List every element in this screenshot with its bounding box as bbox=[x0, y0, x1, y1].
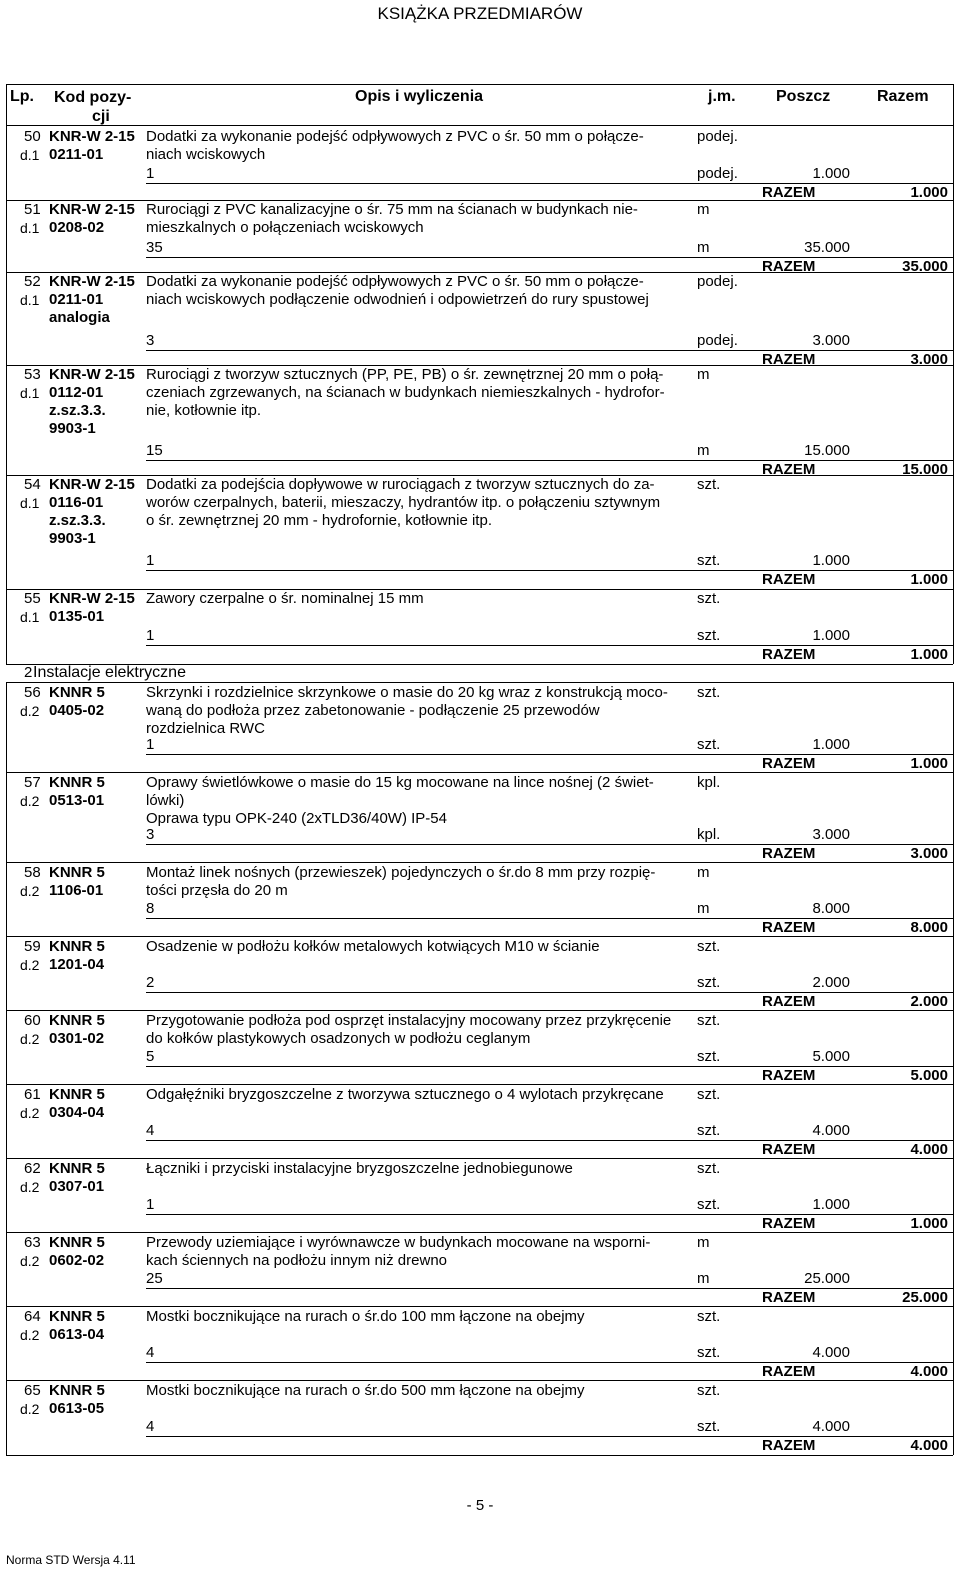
table-rule bbox=[6, 682, 953, 683]
column-header-jm: j.m. bbox=[708, 88, 736, 105]
item-code: 0513-01 bbox=[49, 792, 105, 809]
calc-quantity: 8 bbox=[146, 900, 155, 917]
item-unit: szt. bbox=[697, 1382, 721, 1399]
calc-poszcz: 3.000 bbox=[812, 332, 850, 349]
section-number: 2 bbox=[24, 664, 33, 681]
item-unit: podej. bbox=[697, 273, 738, 290]
item-code: 0208-02 bbox=[49, 219, 105, 236]
razem-value: 5.000 bbox=[910, 1067, 948, 1084]
item-description: Odgałęźniki bryzgoszczelne z tworzywa sztucznego o 4 wylotach przykręcane bbox=[146, 1086, 664, 1103]
item-lp: 61 bbox=[24, 1086, 41, 1103]
calc-unit: podej. bbox=[697, 165, 738, 182]
table-rule bbox=[146, 183, 953, 184]
table-rule bbox=[6, 1010, 953, 1011]
item-unit: szt. bbox=[697, 1160, 721, 1177]
item-unit: m bbox=[697, 864, 710, 881]
item-subsection: d.2 bbox=[20, 1105, 40, 1121]
item-description: lówki) bbox=[146, 792, 185, 809]
item-description: Mostki bocznikujące na rurach o śr.do 100 mm łączone na obejmy bbox=[146, 1308, 585, 1325]
item-lp: 57 bbox=[24, 774, 41, 791]
item-description: Rurociągi z tworzyw sztucznych (PP, PE, PB) o śr. zewnętrznej 20 mm o połą- bbox=[146, 366, 664, 383]
item-description: rozdzielnica RWC bbox=[146, 720, 265, 737]
razem-label: RAZEM bbox=[762, 993, 816, 1010]
item-unit: szt. bbox=[697, 476, 721, 493]
razem-label: RAZEM bbox=[762, 845, 816, 862]
table-rule bbox=[146, 645, 953, 646]
razem-value: 25.000 bbox=[902, 1289, 948, 1306]
calc-unit: szt. bbox=[697, 1122, 721, 1139]
item-lp: 51 bbox=[24, 201, 41, 218]
item-description: Osadzenie w podłożu kołków metalowych kotwiących M10 w ścianie bbox=[146, 938, 600, 955]
table-column-rule bbox=[6, 682, 7, 1455]
calc-quantity: 1 bbox=[146, 736, 155, 753]
table-rule bbox=[146, 1066, 953, 1067]
calc-poszcz: 4.000 bbox=[812, 1122, 850, 1139]
item-subsection: d.2 bbox=[20, 703, 40, 719]
calc-unit: szt. bbox=[697, 552, 721, 569]
calc-unit: m bbox=[697, 239, 710, 256]
item-description: Rurociągi z PVC kanalizacyjne o śr. 75 mm na ścianach w budynkach nie- bbox=[146, 201, 638, 218]
razem-value: 35.000 bbox=[902, 258, 948, 275]
calc-quantity: 5 bbox=[146, 1048, 155, 1065]
item-lp: 53 bbox=[24, 366, 41, 383]
calc-poszcz: 1.000 bbox=[812, 552, 850, 569]
item-code: z.sz.3.3. bbox=[49, 512, 106, 529]
razem-label: RAZEM bbox=[762, 258, 816, 275]
item-code: KNNR 5 bbox=[49, 864, 105, 881]
item-code: KNNR 5 bbox=[49, 1012, 105, 1029]
calc-quantity: 4 bbox=[146, 1344, 155, 1361]
item-lp: 59 bbox=[24, 938, 41, 955]
item-lp: 63 bbox=[24, 1234, 41, 1251]
calc-poszcz: 1.000 bbox=[812, 1196, 850, 1213]
calc-quantity: 35 bbox=[146, 239, 163, 256]
table-rule bbox=[6, 475, 953, 476]
table-rule bbox=[146, 992, 953, 993]
calc-unit: szt. bbox=[697, 1344, 721, 1361]
item-subsection: d.1 bbox=[20, 220, 40, 236]
item-description: niach wciskowych bbox=[146, 146, 266, 163]
item-code: KNNR 5 bbox=[49, 1160, 105, 1177]
item-unit: kpl. bbox=[697, 774, 721, 791]
item-code: 0116-01 bbox=[49, 494, 104, 511]
razem-label: RAZEM bbox=[762, 184, 816, 201]
razem-value: 4.000 bbox=[910, 1141, 948, 1158]
item-description: mieszkalnych o połączeniach wciskowych bbox=[146, 219, 424, 236]
column-header-poszcz: Poszcz bbox=[776, 88, 831, 105]
razem-label: RAZEM bbox=[762, 1215, 816, 1232]
item-subsection: d.1 bbox=[20, 147, 40, 163]
item-unit: szt. bbox=[697, 684, 721, 701]
item-description: Dodatki za wykonanie podejść odpływowych z PVC o śr. 50 mm o połącze- bbox=[146, 128, 644, 145]
calc-unit: m bbox=[697, 442, 710, 459]
item-code: 0211-01 bbox=[49, 146, 104, 163]
item-code: KNNR 5 bbox=[49, 684, 105, 701]
item-code: 0135-01 bbox=[49, 608, 105, 625]
calc-poszcz: 25.000 bbox=[804, 1270, 850, 1287]
razem-label: RAZEM bbox=[762, 351, 816, 368]
table-column-rule bbox=[953, 125, 954, 664]
razem-value: 4.000 bbox=[910, 1437, 948, 1454]
item-code: KNNR 5 bbox=[49, 1086, 105, 1103]
calc-quantity: 1 bbox=[146, 552, 155, 569]
item-subsection: d.2 bbox=[20, 793, 40, 809]
calc-quantity: 15 bbox=[146, 442, 163, 459]
table-rule bbox=[6, 272, 953, 273]
calc-poszcz: 3.000 bbox=[812, 826, 850, 843]
item-description: Zawory czerpalne o śr. nominalnej 15 mm bbox=[146, 590, 424, 607]
table-rule bbox=[6, 1158, 953, 1159]
item-description: Dodatki za wykonanie podejść odpływowych z PVC o śr. 50 mm o połącze- bbox=[146, 273, 644, 290]
table-column-rule bbox=[6, 125, 7, 664]
item-subsection: d.1 bbox=[20, 385, 40, 401]
item-description: Łączniki i przyciski instalacyjne bryzgoszczelne jednobiegunowe bbox=[146, 1160, 573, 1177]
calc-poszcz: 4.000 bbox=[812, 1344, 850, 1361]
calc-poszcz: 2.000 bbox=[812, 974, 850, 991]
item-lp: 60 bbox=[24, 1012, 41, 1029]
table-rule bbox=[146, 460, 953, 461]
calc-quantity: 3 bbox=[146, 332, 155, 349]
table-column-rule bbox=[953, 682, 954, 1455]
razem-value: 3.000 bbox=[910, 351, 948, 368]
item-subsection: d.2 bbox=[20, 1179, 40, 1195]
item-unit: szt. bbox=[697, 1012, 721, 1029]
calc-quantity: 4 bbox=[146, 1418, 155, 1435]
calc-quantity: 1 bbox=[146, 627, 155, 644]
item-description: o śr. zewnętrznej 20 mm - hydrofornie, kotłownie itp. bbox=[146, 512, 492, 529]
item-subsection: d.2 bbox=[20, 1327, 40, 1343]
item-lp: 50 bbox=[24, 128, 41, 145]
item-code: KNNR 5 bbox=[49, 1234, 105, 1251]
razem-label: RAZEM bbox=[762, 461, 816, 478]
razem-label: RAZEM bbox=[762, 1437, 816, 1454]
table-rule bbox=[6, 862, 953, 863]
calc-poszcz: 35.000 bbox=[804, 239, 850, 256]
item-lp: 65 bbox=[24, 1382, 41, 1399]
item-description: tości przęsła do 20 m bbox=[146, 882, 288, 899]
item-description: niach wciskowych podłączenie odwodnień i odpowietrzeń do rury spustowej bbox=[146, 291, 649, 308]
item-description: Montaż linek nośnych (przewieszek) pojedynczych o śr.do 8 mm przy rozpię- bbox=[146, 864, 656, 881]
table-rule bbox=[146, 844, 953, 845]
table-rule bbox=[6, 1232, 953, 1233]
item-description: do kołków plastykowych osadzonych w podłożu ceglanym bbox=[146, 1030, 531, 1047]
razem-label: RAZEM bbox=[762, 571, 816, 588]
item-description: Oprawy świetlówkowe o masie do 15 kg mocowane na lince nośnej (2 świet- bbox=[146, 774, 654, 791]
item-code: KNR-W 2-15 bbox=[49, 476, 135, 493]
item-subsection: d.1 bbox=[20, 292, 40, 308]
item-code: 0613-04 bbox=[49, 1326, 105, 1343]
razem-label: RAZEM bbox=[762, 1067, 816, 1084]
item-code: KNR-W 2-15 bbox=[49, 201, 135, 218]
item-code: 0602-02 bbox=[49, 1252, 105, 1269]
document-title: KSIĄŻKA PRZEDMIARÓW bbox=[377, 4, 583, 23]
razem-label: RAZEM bbox=[762, 646, 816, 663]
calc-poszcz: 1.000 bbox=[812, 736, 850, 753]
razem-label: RAZEM bbox=[762, 1363, 816, 1380]
item-code: KNR-W 2-15 bbox=[49, 590, 135, 607]
item-code: 0301-02 bbox=[49, 1030, 105, 1047]
calc-quantity: 1 bbox=[146, 165, 155, 182]
razem-value: 1.000 bbox=[910, 646, 948, 663]
calc-unit: kpl. bbox=[697, 826, 721, 843]
table-column-rule bbox=[6, 84, 7, 125]
calc-quantity: 1 bbox=[146, 1196, 155, 1213]
item-code: KNNR 5 bbox=[49, 1382, 105, 1399]
razem-label: RAZEM bbox=[762, 1289, 816, 1306]
calc-unit: szt. bbox=[697, 627, 721, 644]
table-rule bbox=[146, 1436, 953, 1437]
item-description: waną do podłoża przez zabetonowanie - podłączenie 25 przewodów bbox=[146, 702, 600, 719]
item-code: KNNR 5 bbox=[49, 1308, 105, 1325]
razem-value: 1.000 bbox=[910, 571, 948, 588]
item-code: analogia bbox=[49, 309, 110, 326]
item-unit: m bbox=[697, 366, 710, 383]
item-subsection: d.1 bbox=[20, 495, 40, 511]
razem-value: 15.000 bbox=[902, 461, 948, 478]
item-lp: 55 bbox=[24, 590, 41, 607]
item-description: Przygotowanie podłoża pod osprzęt instalacyjny mocowany przez przykręcenie bbox=[146, 1012, 672, 1029]
item-lp: 52 bbox=[24, 273, 41, 290]
table-rule bbox=[146, 1362, 953, 1363]
calc-unit: podej. bbox=[697, 332, 738, 349]
item-lp: 58 bbox=[24, 864, 41, 881]
column-header-kod bbox=[52, 88, 131, 126]
calc-unit: szt. bbox=[697, 736, 721, 753]
column-header-razem: Razem bbox=[877, 88, 929, 105]
table-rule bbox=[6, 365, 953, 366]
item-code: KNNR 5 bbox=[49, 774, 105, 791]
razem-value: 2.000 bbox=[910, 993, 948, 1010]
item-description: Skrzynki i rozdzielnice skrzynkowe o masie do 20 kg wraz z konstrukcją moco- bbox=[146, 684, 668, 701]
section-title: Instalacje elektryczne bbox=[33, 664, 186, 681]
calc-quantity: 3 bbox=[146, 826, 155, 843]
item-lp: 64 bbox=[24, 1308, 41, 1325]
item-unit: szt. bbox=[697, 1308, 721, 1325]
razem-label: RAZEM bbox=[762, 755, 816, 772]
table-rule bbox=[146, 1214, 953, 1215]
item-unit: szt. bbox=[697, 1086, 721, 1103]
calc-quantity: 2 bbox=[146, 974, 155, 991]
table-column-rule bbox=[953, 84, 954, 125]
item-description: nie, kotłownie itp. bbox=[146, 402, 262, 419]
table-rule bbox=[6, 84, 953, 85]
table-rule bbox=[6, 772, 953, 773]
razem-value: 3.000 bbox=[910, 845, 948, 862]
item-unit: podej. bbox=[697, 128, 738, 145]
item-code: 1106-01 bbox=[49, 882, 104, 899]
item-unit: m bbox=[697, 1234, 710, 1251]
razem-value: 1.000 bbox=[910, 1215, 948, 1232]
column-header-opis: Opis i wyliczenia bbox=[355, 88, 484, 105]
item-code: KNR-W 2-15 bbox=[49, 273, 135, 290]
column-header-lp: Lp. bbox=[10, 88, 34, 105]
item-code: 0304-04 bbox=[49, 1104, 105, 1121]
item-description: Przewody uziemiające i wyrównawcze w budynkach mocowane na wsporni- bbox=[146, 1234, 651, 1251]
calc-poszcz: 1.000 bbox=[812, 165, 850, 182]
item-code: 9903-1 bbox=[49, 420, 96, 437]
item-code: KNR-W 2-15 bbox=[49, 366, 135, 383]
table-rule bbox=[146, 350, 953, 351]
item-subsection: d.2 bbox=[20, 1401, 40, 1417]
calc-poszcz: 4.000 bbox=[812, 1418, 850, 1435]
calc-quantity: 25 bbox=[146, 1270, 163, 1287]
razem-label: RAZEM bbox=[762, 919, 816, 936]
item-description: Oprawa typu OPK-240 (2xTLD36/40W) IP-54 bbox=[146, 810, 447, 827]
table-rule bbox=[146, 570, 953, 571]
item-unit: szt. bbox=[697, 938, 721, 955]
item-code: 0211-01 bbox=[49, 291, 104, 308]
item-unit: m bbox=[697, 201, 710, 218]
table-rule bbox=[6, 589, 953, 590]
table-rule bbox=[146, 1288, 953, 1289]
column-header-kod-line: Kod pozy- bbox=[54, 89, 132, 106]
item-description: kach ściennych na podłożu innym niż drewno bbox=[146, 1252, 448, 1269]
calc-unit: szt. bbox=[697, 1196, 721, 1213]
razem-value: 1.000 bbox=[910, 755, 948, 772]
item-code: 0307-01 bbox=[49, 1178, 105, 1195]
item-code: KNR-W 2-15 bbox=[49, 128, 135, 145]
item-code: 9903-1 bbox=[49, 530, 96, 547]
razem-value: 1.000 bbox=[910, 184, 948, 201]
calc-unit: szt. bbox=[697, 1048, 721, 1065]
table-rule bbox=[146, 1140, 953, 1141]
calc-poszcz: 5.000 bbox=[812, 1048, 850, 1065]
razem-value: 8.000 bbox=[910, 919, 948, 936]
item-subsection: d.2 bbox=[20, 957, 40, 973]
table-rule bbox=[6, 1306, 953, 1307]
item-description: Dodatki za podejścia dopływowe w rurociągach z tworzyw sztucznych do za- bbox=[146, 476, 655, 493]
software-version: Norma STD Wersja 4.11 bbox=[6, 1553, 136, 1567]
item-code: 0112-01 bbox=[49, 384, 104, 401]
item-subsection: d.2 bbox=[20, 883, 40, 899]
table-rule bbox=[6, 1084, 953, 1085]
calc-unit: szt. bbox=[697, 974, 721, 991]
calc-unit: m bbox=[697, 1270, 710, 1287]
calc-poszcz: 8.000 bbox=[812, 900, 850, 917]
item-code: 0613-05 bbox=[49, 1400, 105, 1417]
item-code: 1201-04 bbox=[49, 956, 105, 973]
page-number: - 5 - bbox=[466, 1497, 494, 1514]
column-header-kod-line: cji bbox=[92, 108, 110, 125]
item-code: KNNR 5 bbox=[49, 938, 105, 955]
item-lp: 54 bbox=[24, 476, 41, 493]
item-lp: 56 bbox=[24, 684, 41, 701]
table-rule bbox=[146, 257, 953, 258]
calc-poszcz: 15.000 bbox=[804, 442, 850, 459]
item-description: worów czerpalnych, baterii, mieszaczy, hydrantów itp. o połączeniu sztywnym bbox=[146, 494, 661, 511]
table-rule bbox=[6, 1455, 953, 1456]
table-rule bbox=[146, 754, 953, 755]
calc-unit: m bbox=[697, 900, 710, 917]
item-subsection: d.2 bbox=[20, 1031, 40, 1047]
item-subsection: d.1 bbox=[20, 609, 40, 625]
calc-quantity: 4 bbox=[146, 1122, 155, 1139]
item-description: Mostki bocznikujące na rurach o śr.do 500 mm łączone na obejmy bbox=[146, 1382, 585, 1399]
table-rule bbox=[6, 1380, 953, 1381]
item-unit: szt. bbox=[697, 590, 721, 607]
item-lp: 62 bbox=[24, 1160, 41, 1177]
item-code: z.sz.3.3. bbox=[49, 402, 106, 419]
table-rule bbox=[6, 200, 953, 201]
razem-value: 4.000 bbox=[910, 1363, 948, 1380]
item-description: czeniach zgrzewanych, na ścianach w budynkach niemieszkalnych - hydrofor- bbox=[146, 384, 665, 401]
item-subsection: d.2 bbox=[20, 1253, 40, 1269]
razem-label: RAZEM bbox=[762, 1141, 816, 1158]
calc-unit: szt. bbox=[697, 1418, 721, 1435]
table-rule bbox=[146, 918, 953, 919]
table-rule bbox=[6, 125, 953, 126]
table-rule bbox=[6, 936, 953, 937]
calc-poszcz: 1.000 bbox=[812, 627, 850, 644]
item-code: 0405-02 bbox=[49, 702, 105, 719]
